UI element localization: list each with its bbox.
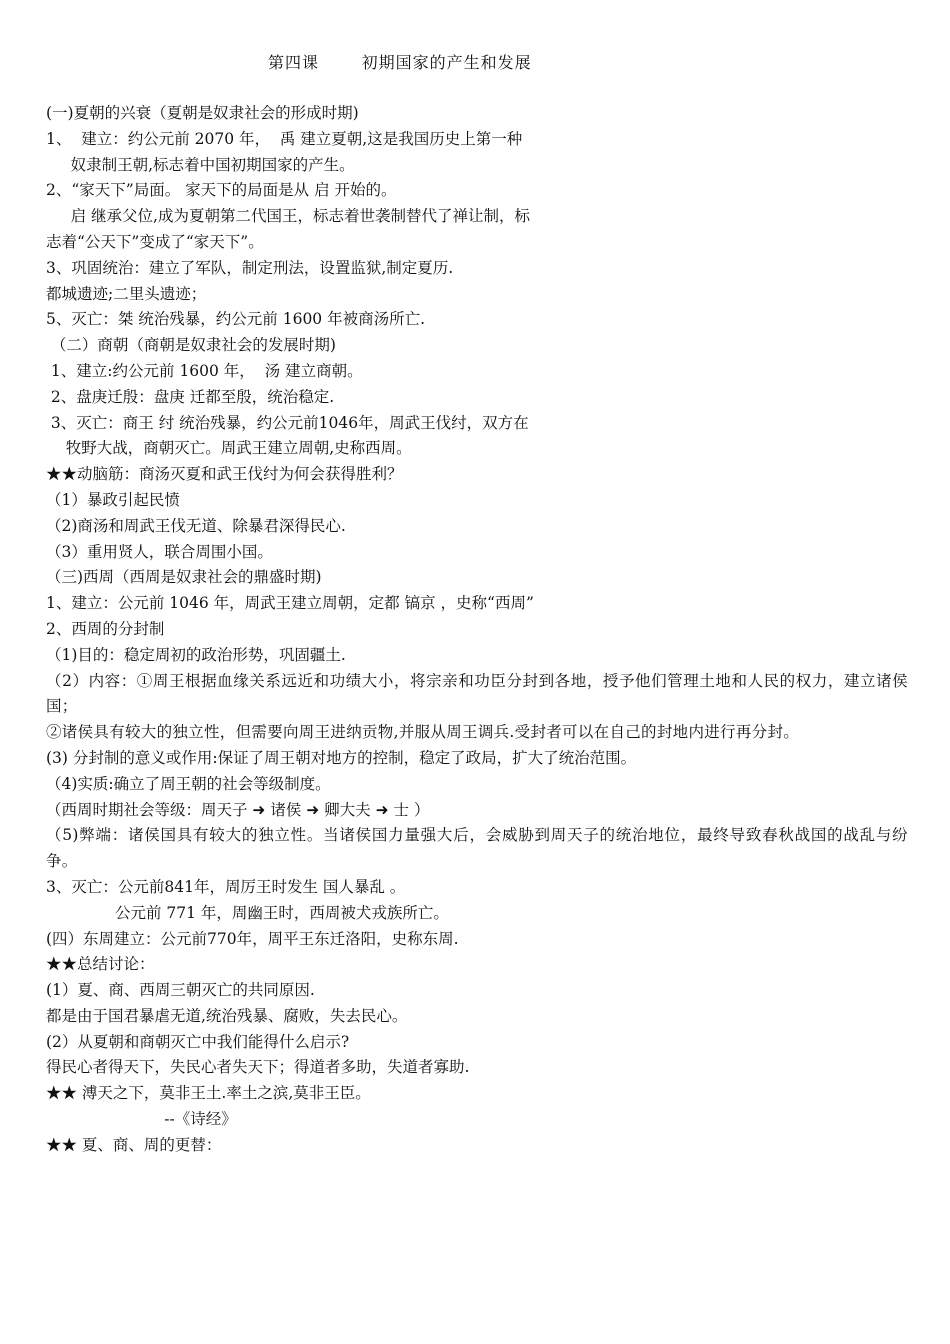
text-paragraph: （5)弊端：诸侯国具有较大的独立性。当诸侯国力量强大后，会威胁到周天子的统治地位，最终导致春秋战国的战乱与纷争。 bbox=[46, 826, 908, 871]
text-line: 5、灭亡：桀 统治残暴，约公元前 1600 年被商汤所亡. bbox=[46, 310, 426, 329]
text-line: 牧野大战，商朝灭亡。周武王建立周朝,史称西周。 bbox=[46, 439, 412, 458]
text-line: （1）暴政引起民愤 bbox=[46, 490, 180, 509]
section-2-heading: （二）商朝（商朝是奴隶社会的发展时期) bbox=[46, 336, 336, 355]
text-line: (2）从夏朝和商朝灭亡中我们能得什么启示? bbox=[46, 1032, 350, 1051]
text-line: 3、巩固统治：建立了军队，制定刑法，设置监狱,制定夏历. bbox=[46, 258, 454, 277]
text-line: 2、“家天下”局面。 家天下的局面是从 启 开始的。 bbox=[46, 181, 397, 200]
text-line: 1、建立:约公元前 1600 年， 汤 建立商朝。 bbox=[46, 361, 363, 380]
discussion-heading: ★★动脑筋：商汤灭夏和武王伐纣为何会获得胜利？ bbox=[46, 465, 403, 484]
section-3-heading: （三)西周（西周是奴隶社会的鼎盛时期) bbox=[46, 568, 322, 587]
text-line: （4)实质:确立了周王朝的社会等级制度。 bbox=[46, 774, 331, 793]
social-hierarchy-line: （西周时期社会等级：周天子 ➜ 诸侯 ➜ 卿大夫 ➜ 士 ） bbox=[46, 800, 430, 819]
text-line: 奴隶制王朝,标志着中国初期国家的产生。 bbox=[46, 155, 355, 174]
text-line: 都城遗迹;二里头遗迹； bbox=[46, 284, 207, 303]
text-line: 都是由于国君暴虐无道,统治残暴、腐败，失去民心。 bbox=[46, 1006, 408, 1025]
text-line: 1、 建立：约公元前 2070 年， 禹 建立夏朝,这是我国历史上第一种 bbox=[46, 129, 523, 148]
text-line: 得民心者得天下，失民心者失天下；得道者多助，失道者寡助. bbox=[46, 1058, 470, 1077]
text-line: 3、灭亡：商王 纣 统治残暴，约公元前1046年，周武王伐纣，双方在 bbox=[46, 413, 529, 432]
quote-source: --《诗经》 bbox=[46, 1110, 237, 1129]
section-1-heading: (一)夏朝的兴衰（夏朝是奴隶社会的形成时期) bbox=[46, 104, 359, 122]
text-line: （1)目的：稳定周初的政治形势，巩固疆土. bbox=[46, 645, 346, 664]
section-4-heading: (四）东周建立：公元前770年，周平王东迁洛阳，史称东周. bbox=[46, 929, 459, 948]
text-line: 公元前 771 年，周幽王时，西周被犬戎族所亡。 bbox=[46, 903, 449, 922]
text-line: 2、西周的分封制 bbox=[46, 619, 165, 638]
text-line: （3）重用贤人，联合周围小国。 bbox=[46, 542, 273, 561]
text-line: 2、盘庚迁殷：盘庚 迁都至殷，统治稳定. bbox=[46, 387, 335, 406]
quote-line: ★★ 溥天之下，莫非王土.率土之滨,莫非王臣。 bbox=[46, 1084, 371, 1103]
text-line: (1）夏、商、西周三朝灭亡的共同原因. bbox=[46, 981, 315, 1000]
document-body bbox=[46, 101, 908, 1159]
text-line: （2)商汤和周武王伐无道、除暴君深得民心. bbox=[46, 516, 346, 535]
text-line: 3、灭亡：公元前841年，周厉王时发生 国人暴乱 。 bbox=[46, 877, 406, 896]
text-line: 1、建立：公元前 1046 年，周武王建立周朝，定都 镐京 ，史称“西周” bbox=[46, 594, 534, 613]
text-line: 志着“公天下”变成了“家天下”。 bbox=[46, 232, 264, 251]
lesson-title: 第四课 初期国家的产生和发展 bbox=[268, 53, 532, 72]
text-line: 启 继承父位,成为夏朝第二代国王，标志着世袭制替代了禅让制，标 bbox=[46, 207, 530, 226]
closing-heading: ★★ 夏、商、周的更替： bbox=[46, 1135, 222, 1154]
text-paragraph: （2）内容：①周王根据血缘关系远近和功绩大小，将宗亲和功臣分封到各地，授予他们管理土地和人民的权力，建立诸侯国； bbox=[46, 671, 908, 716]
text-paragraph: ②诸侯具有较大的独立性，但需要向周王进纳贡物,并服从周王调兵.受封者可以在自己的封地内进行再分封。 bbox=[46, 723, 800, 742]
text-line: (3) 分封制的意义或作用:保证了周王朝对地方的控制，稳定了政局，扩大了统治范围。 bbox=[46, 748, 637, 767]
summary-heading: ★★总结讨论： bbox=[46, 955, 155, 974]
